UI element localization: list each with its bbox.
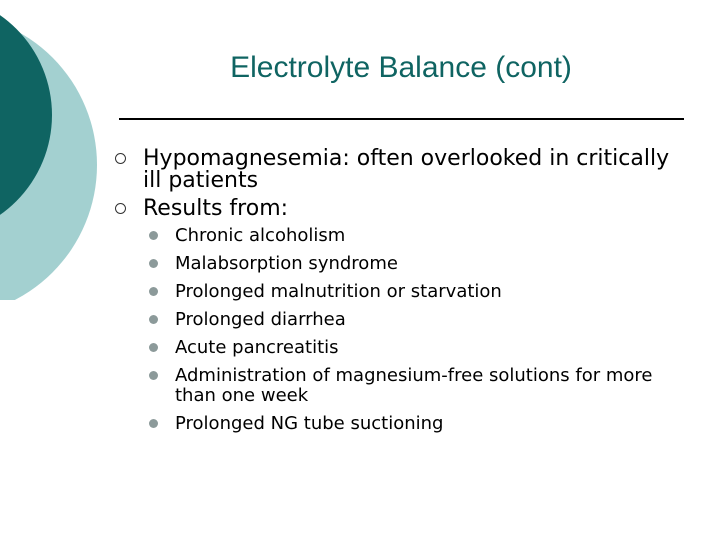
subbullet-item (175, 310, 695, 330)
subbullet-text: Malabsorption syndrome (175, 253, 398, 274)
subbullet-item (175, 254, 695, 274)
subbullet-list (0, 226, 720, 434)
subbullet-text: Prolonged malnutrition or starvation (175, 281, 502, 302)
filled-bullet-icon (149, 315, 158, 324)
hollow-bullet-icon (115, 203, 126, 214)
title-divider (119, 118, 684, 120)
subbullet-item (175, 282, 695, 302)
subbullet-text: Prolonged NG tube suctioning (175, 413, 444, 434)
slide-body (0, 148, 720, 442)
subbullet-text: Administration of magnesium-free solutions for more than one week (175, 365, 653, 406)
filled-bullet-icon (149, 287, 158, 296)
subbullet-text: Acute pancreatitis (175, 337, 339, 358)
filled-bullet-icon (149, 371, 158, 380)
bullet-item (143, 198, 673, 220)
subbullet-item (175, 414, 695, 434)
bullet-item (143, 148, 673, 192)
bullet-text: Hypomagnesemia: often overlooked in critically ill patients (143, 146, 670, 193)
subbullet-item (175, 338, 695, 358)
bullet-text: Results from: (143, 196, 289, 221)
filled-bullet-icon (149, 231, 158, 240)
slide-title: Electrolyte Balance (cont) (230, 51, 572, 84)
subbullet-item (175, 366, 695, 406)
filled-bullet-icon (149, 419, 158, 428)
hollow-bullet-icon (115, 153, 126, 164)
subbullet-text: Prolonged diarrhea (175, 309, 346, 330)
filled-bullet-icon (149, 343, 158, 352)
filled-bullet-icon (149, 259, 158, 268)
subbullet-text: Chronic alcoholism (175, 225, 346, 246)
subbullet-item (175, 226, 695, 246)
